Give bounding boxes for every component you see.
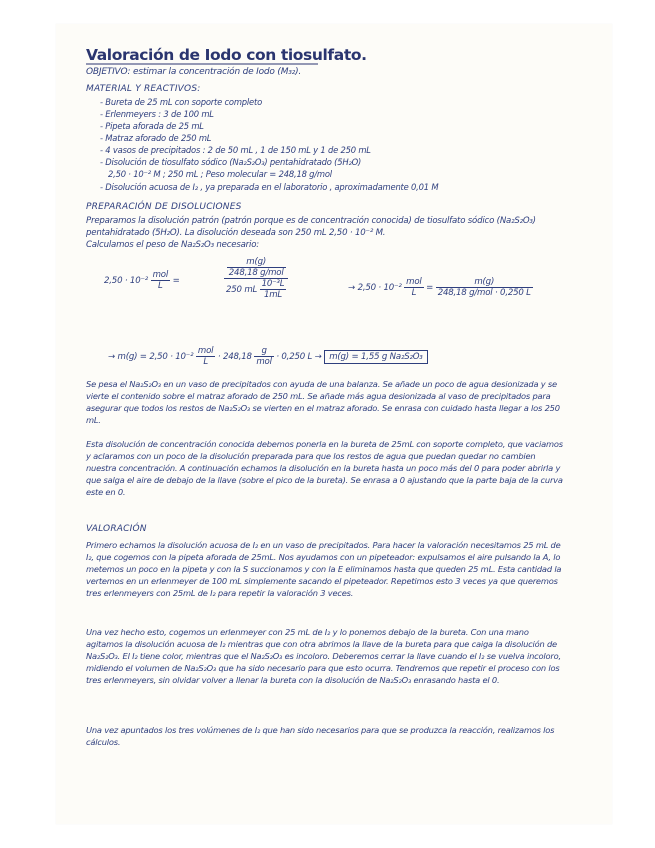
material-item: - Matraz aforado de 250 mL (100, 133, 212, 143)
material-item: - Disolución de tiosulfato sódico (Na₂S₂O₃) pentahidratado (5H₂O) (100, 157, 362, 167)
calc-rhs: → 2,50 · 10⁻² $\frac{\text{mol}}{L}$ = $\frac{m(g)}{\text{248,18 g/mol · 0,250 L}}$ (348, 277, 531, 298)
objetivo-text: OBJETIVO: estimar la concentración de Iodo (M₃₂). (86, 67, 302, 77)
material-item: - Bureta de 25 mL con soporte completo (100, 97, 263, 107)
valoracion-paragraph: Una vez apuntados los tres volúmenes de I₂ que han sido necesarios para que se produzca la reacción, realizamos los cálculos. (86, 725, 555, 748)
material-heading: MATERIAL Y REACTIVOS: (86, 84, 201, 94)
preparacion-intro-line: pentahidratado (5H₂O). La disolución deseada son 250 mL 2,50 · 10⁻² M. (86, 228, 386, 238)
material-item: - 4 vasos de precipitados : 2 de 50 mL , 1 de 150 mL y 1 de 250 mL (100, 145, 371, 155)
material-item: 2,50 · 10⁻² M ; 250 mL ; Peso molecular = 248,18 g/mol (108, 169, 332, 179)
notebook-page (56, 24, 612, 824)
calc-lhs: 2,50 · 10⁻² $\frac{\text{mol}}{L}$ = (104, 270, 180, 291)
preparacion-intro-line: Preparamos la disolución patrón (patrón porque es de concentración conocida) de tiosulfato sódico (Na₂S₂O₃) (86, 216, 536, 226)
valoracion-paragraph: Primero echamos la disolución acuosa de I₂ en un vaso de precipitados. Para hacer la valoración necesitamos 25 mL de I₂, que cogemos con la pipeta aforada de 25mL. Nos ayudamos con un pipeteador: expulsamos el aire pulsando la A, lo metemos un poco en la pipeta y con la S succionamos y con la E eliminamos hasta que queden 25 mL. Esta cantidad la vertemos en un erlenmeyer de 100 mL simplemente sacando el pipeteador. Repetimos esto 3 veces ya que queremos tres erlenmeyers con 25mL de I₂ para repetir la valoración 3 veces. (86, 540, 562, 599)
mol-per-l-fraction: $\frac{\text{mol}}{L}$ (152, 270, 169, 291)
preparacion-paragraph: Esta disolución de concentración conocida debemos ponerla en la bureta de 25mL con soporte completo, que vaciamos y aclaramos con un poco de la disolución preparada para que los restos de agua que puedan quedar no cambien nuestra concentración. A continuación echamos la disolución en la bureta hasta un poco más del 0 para poder abrirla y que salga el aire de debajo de la llave (sobre el pico de la bureta). Se enrasa a 0 ajustando que la parte baja de la curva este en 0. (86, 439, 563, 498)
page-title: Valoración de Iodo con tiosulfato. (86, 46, 367, 64)
result-box: m(g) = 1,55 g Na₂S₂O₃ (324, 350, 427, 364)
preparacion-heading: PREPARACIÓN DE DISOLUCIONES (86, 202, 242, 212)
valoracion-heading: VALORACIÓN (86, 524, 147, 534)
preparacion-intro-line: Calculamos el peso de Na₂S₂O₃ necesario: (86, 240, 259, 250)
valoracion-paragraph: Una vez hecho esto, cogemos un erlenmeyer con 25 mL de I₂ y lo ponemos debajo de la bureta. Con una mano agitamos la disolución acuosa de I₂ mientras que con otra abrimos la llave de la bureta para que caiga la disolución de Na₂S₂O₃. El I₂ tiene color, mientras que el Na₂S₂O₃ es incoloro. Deberemos cerrar la llave cuando el I₂ se vuelva incoloro, midiendo el volumen de Na₂S₂O₃ que ha sido necesario para que esto ocurra. Tendremos que repetir el proceso con los tres erlenmeyers, sin olvidar volver a llenar la bureta con la disolución de Na₂S₂O₃ enrasando hasta el 0. (86, 627, 561, 686)
material-item: - Disolución acuosa de I₂ , ya preparada en el laboratorio , aproximadamente 0,01 M (100, 182, 439, 192)
material-item: - Pipeta aforada de 25 mL (100, 121, 204, 131)
preparacion-paragraph: Se pesa el Na₂S₂O₃ en un vaso de precipitados con ayuda de una balanza. Se añade un poco de agua desionizada y se vierte el contenido sobre el matraz aforado de 250 mL. Se añade más agua desionizada al vaso de precipitados para asegurar que todos los restos de Na₂S₂O₃ se vierten en el matraz aforado. Se enrasa con cuidado hasta llegar a los 250 mL. (86, 379, 560, 426)
material-item: - Erlenmeyers : 3 de 100 mL (100, 109, 214, 119)
calc-result-line: → m(g) = 2,50 · 10⁻² $\frac{\text{mol}}{L}$ · 248,18 $\frac{g}{\text{mol}}$ · 0,250 L → m(g) = 1,55 g Na₂S₂O₃ (108, 346, 428, 367)
calc-big-fraction: $\frac{m(g)}{\text{248,18 g/mol}}$ 250 mL $\frac{\text{10⁻³L}}{1mL}$ (224, 257, 288, 300)
